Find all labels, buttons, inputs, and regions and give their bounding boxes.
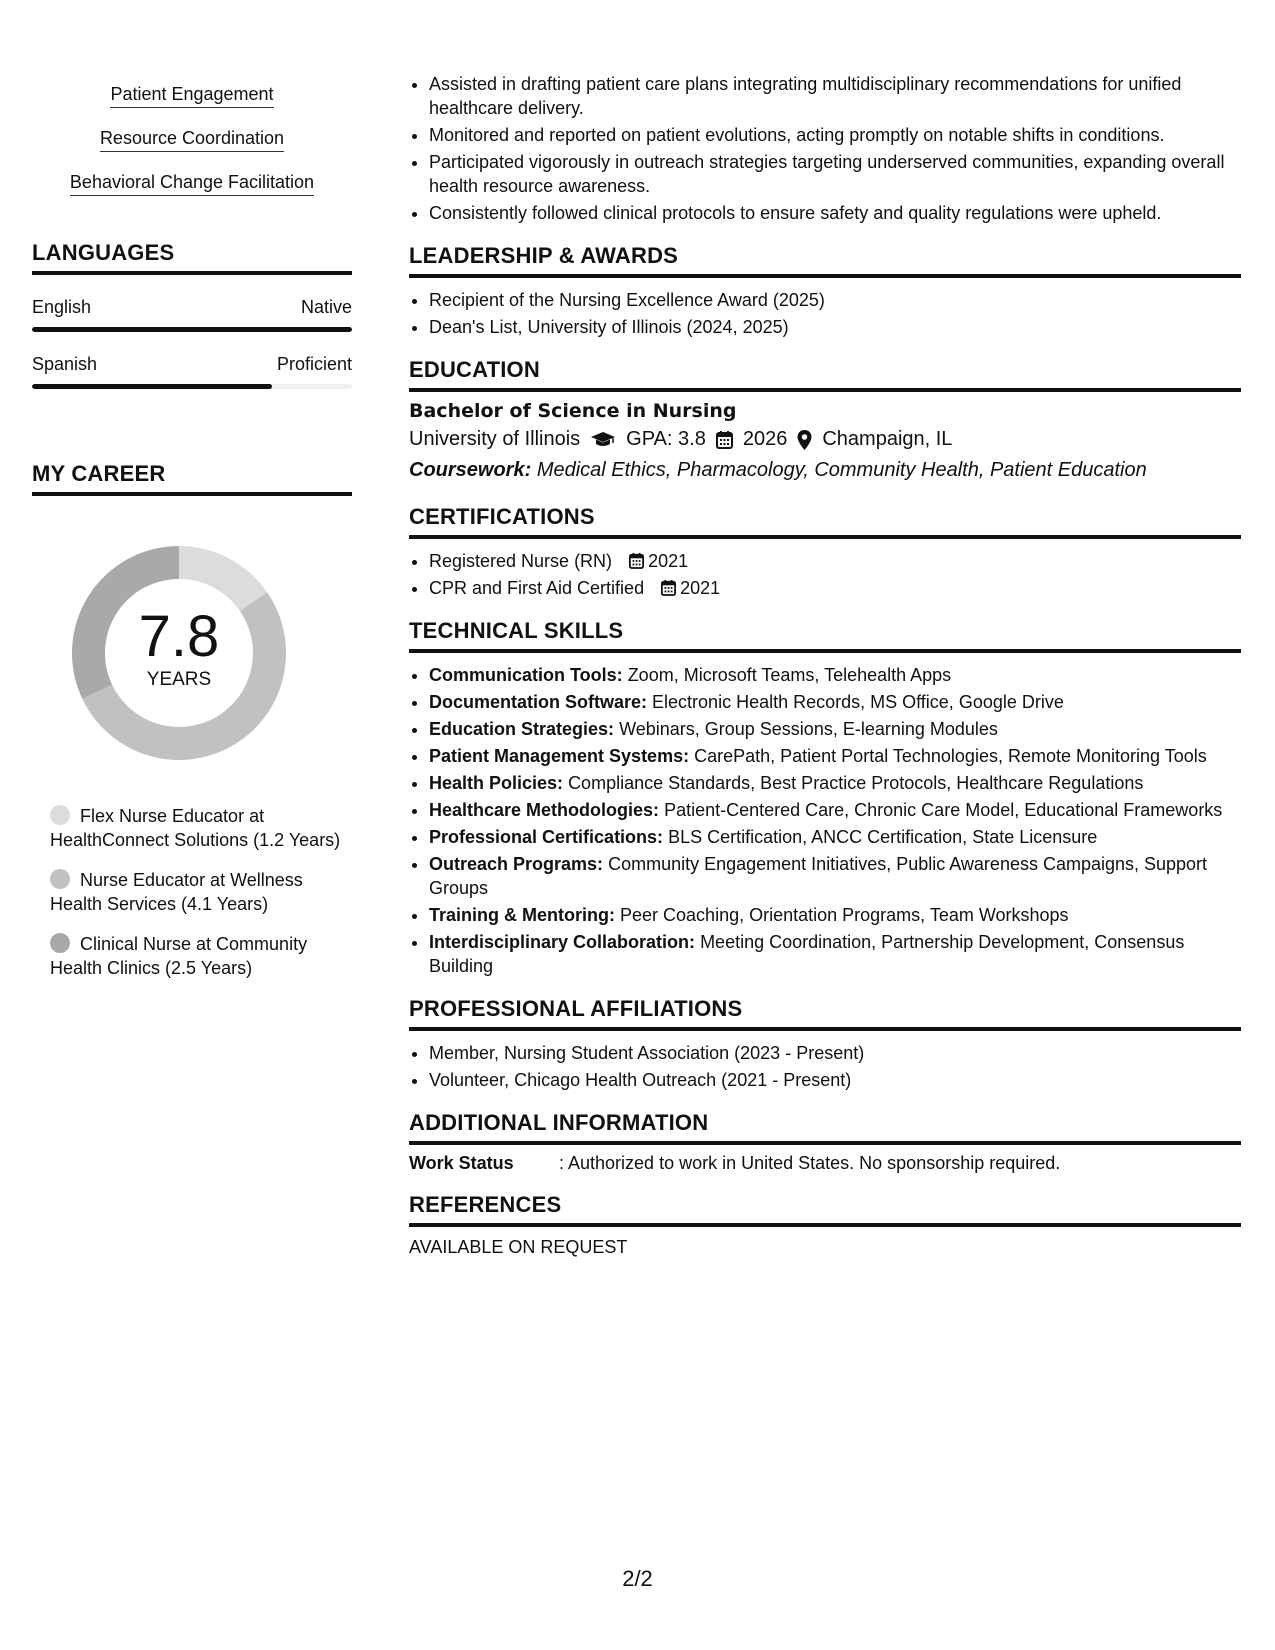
award-item: • Recipient of the Nursing Excellence Award (2025): [429, 288, 1241, 312]
affiliations-heading: PROFESSIONAL AFFILIATIONS: [409, 996, 1241, 1031]
skill-category: Education Strategies:: [429, 719, 615, 739]
location-pin-icon: [797, 430, 812, 450]
page-number: 2/2: [622, 1566, 653, 1591]
coursework: [409, 459, 1241, 482]
skill-category: Professional Certifications:: [429, 827, 664, 847]
technical-skill-item: [429, 903, 1241, 927]
skill-values: Electronic Health Records, MS Office, Google Drive: [652, 692, 1064, 712]
calendar-icon: [661, 576, 680, 600]
skill-category: Healthcare Methodologies:: [429, 800, 660, 820]
affiliations-section: [409, 996, 1241, 1092]
skill-values: Patient-Centered Care, Chronic Care Model, Educational Frameworks: [664, 800, 1223, 820]
skill-category: Communication Tools:: [429, 665, 623, 685]
skill-category: Interdisciplinary Collaboration:: [429, 932, 696, 952]
language-bar: [32, 327, 352, 332]
certification-year: 2021: [648, 551, 689, 571]
career-unit: YEARS: [146, 669, 212, 690]
languages-heading: LANGUAGES: [32, 240, 352, 275]
experience-bullet: • Assisted in drafting patient care plans integrating multidisciplinary recommendations for unified healthcare delivery.: [429, 72, 1241, 120]
experience-bullet: • Consistently followed clinical protocols to ensure safety and quality regulations were upheld.: [429, 201, 1241, 225]
technical-skills-heading: TECHNICAL SKILLS: [409, 618, 1241, 653]
calendar-icon: [716, 430, 733, 449]
language-name: Spanish: [32, 354, 98, 374]
technical-skill-item: [429, 771, 1241, 795]
skill-values: Meeting Coordination, Partnership Development, Consensus Building: [429, 932, 1185, 976]
technical-skill-item: [429, 798, 1241, 822]
graduation-year: 2026: [742, 428, 788, 450]
skill-tag: Resource Coordination: [100, 128, 284, 152]
technical-skill-item: [429, 690, 1241, 714]
career-legend-item: [50, 804, 352, 852]
legend-dot-icon: [50, 933, 70, 953]
career-legend-label: Nurse Educator at Wellness Health Services (4.1 Years): [50, 870, 303, 914]
certifications-section: [409, 504, 1241, 600]
skill-category: Documentation Software:: [429, 692, 648, 712]
technical-skill-item: [429, 717, 1241, 741]
skill-tag: Behavioral Change Facilitation: [70, 172, 314, 196]
work-status-label: Work Status: [409, 1153, 514, 1173]
education-meta: [409, 428, 1241, 451]
education-section: [409, 357, 1241, 482]
certifications-heading: CERTIFICATIONS: [409, 504, 1241, 539]
certification-name: Registered Nurse (RN): [429, 551, 613, 571]
language-bar: [32, 384, 352, 389]
language-item: [32, 297, 352, 332]
references-section: [409, 1192, 1241, 1258]
experience-bullet: • Participated vigorously in outreach strategies targeting underserved communities, expanding overall health resource awareness.: [429, 150, 1241, 198]
awards-heading: LEADERSHIP & AWARDS: [409, 243, 1241, 278]
career-heading: MY CAREER: [32, 461, 352, 496]
career-legend-label: Flex Nurse Educator at HealthConnect Solutions (1.2 Years): [50, 806, 341, 850]
main-content: [409, 72, 1241, 1258]
technical-skill-item: [429, 663, 1241, 687]
gpa: GPA: 3.8: [626, 428, 706, 450]
additional-info-section: [409, 1110, 1241, 1174]
career-total: 7.8: [138, 604, 220, 669]
skill-values: Peer Coaching, Orientation Programs, Team Workshops: [620, 905, 1069, 925]
skill-category: Training & Mentoring:: [429, 905, 615, 925]
language-bar-fill: [32, 327, 352, 332]
affiliation-item: • Volunteer, Chicago Health Outreach (2021 - Present): [429, 1068, 1241, 1092]
certification-year: 2021: [680, 578, 721, 598]
calendar-icon: [629, 549, 648, 573]
skill-values: CarePath, Patient Portal Technologies, Remote Monitoring Tools: [694, 746, 1207, 766]
additional-info-heading: ADDITIONAL INFORMATION: [409, 1110, 1241, 1145]
skill-tag: Patient Engagement: [110, 84, 273, 108]
school-name: University of Illinois: [409, 428, 581, 450]
languages-section: [32, 240, 352, 389]
language-name: English: [32, 297, 92, 317]
technical-skills-section: [409, 618, 1241, 978]
skill-values: Zoom, Microsoft Teams, Telehealth Apps: [627, 665, 952, 685]
references-heading: REFERENCES: [409, 1192, 1241, 1227]
technical-skill-item: [429, 825, 1241, 849]
language-level: Native: [300, 297, 352, 317]
certification-item: [429, 549, 1241, 573]
education-heading: EDUCATION: [409, 357, 1241, 392]
work-status-row: [409, 1153, 1241, 1174]
skill-values: Community Engagement Initiatives, Public Awareness Campaigns, Support Groups: [429, 854, 1208, 898]
award-item: • Dean's List, University of Illinois (2024, 2025): [429, 315, 1241, 339]
skill-values: BLS Certification, ANCC Certification, State Licensure: [668, 827, 1098, 847]
language-bar-fill: [32, 384, 272, 389]
skill-category: Outreach Programs:: [429, 854, 604, 874]
career-legend-label: Clinical Nurse at Community Health Clinics (2.5 Years): [50, 934, 308, 978]
legend-dot-icon: [50, 805, 70, 825]
career-section: [32, 461, 352, 980]
degree-title: Bachelor of Science in Nursing: [409, 400, 737, 422]
experience-bullet: • Monitored and reported on patient evolutions, acting promptly on notable shifts in conditions.: [429, 123, 1241, 147]
affiliation-item: • Member, Nursing Student Association (2023 - Present): [429, 1041, 1241, 1065]
language-level: Proficient: [276, 354, 352, 374]
coursework-label: Coursework:: [409, 459, 532, 481]
skill-tags: [32, 70, 352, 202]
certification-name: CPR and First Aid Certified: [429, 578, 645, 598]
career-legend-item: [50, 868, 352, 916]
experience-bullets: [409, 72, 1241, 225]
school-location: Champaign, IL: [822, 428, 953, 450]
skill-values: Compliance Standards, Best Practice Protocols, Healthcare Regulations: [568, 773, 1144, 793]
graduation-cap-icon: [590, 431, 616, 449]
sidebar: [32, 70, 352, 996]
language-item: [32, 354, 352, 389]
career-donut-chart: [64, 538, 294, 768]
references-text: AVAILABLE ON REQUEST: [409, 1237, 628, 1257]
awards-section: [409, 243, 1241, 339]
skill-category: Patient Management Systems:: [429, 746, 690, 766]
technical-skill-item: [429, 744, 1241, 768]
legend-dot-icon: [50, 869, 70, 889]
skill-values: Webinars, Group Sessions, E-learning Modules: [619, 719, 998, 739]
career-legend: [50, 804, 352, 980]
technical-skill-item: [429, 930, 1241, 978]
career-legend-item: [50, 932, 352, 980]
coursework-list: Medical Ethics, Pharmacology, Community Health, Patient Education: [536, 459, 1147, 481]
work-status-value: : Authorized to work in United States. No sponsorship required.: [559, 1153, 1061, 1173]
certification-item: [429, 576, 1241, 600]
technical-skill-item: [429, 852, 1241, 900]
skill-category: Health Policies:: [429, 773, 564, 793]
